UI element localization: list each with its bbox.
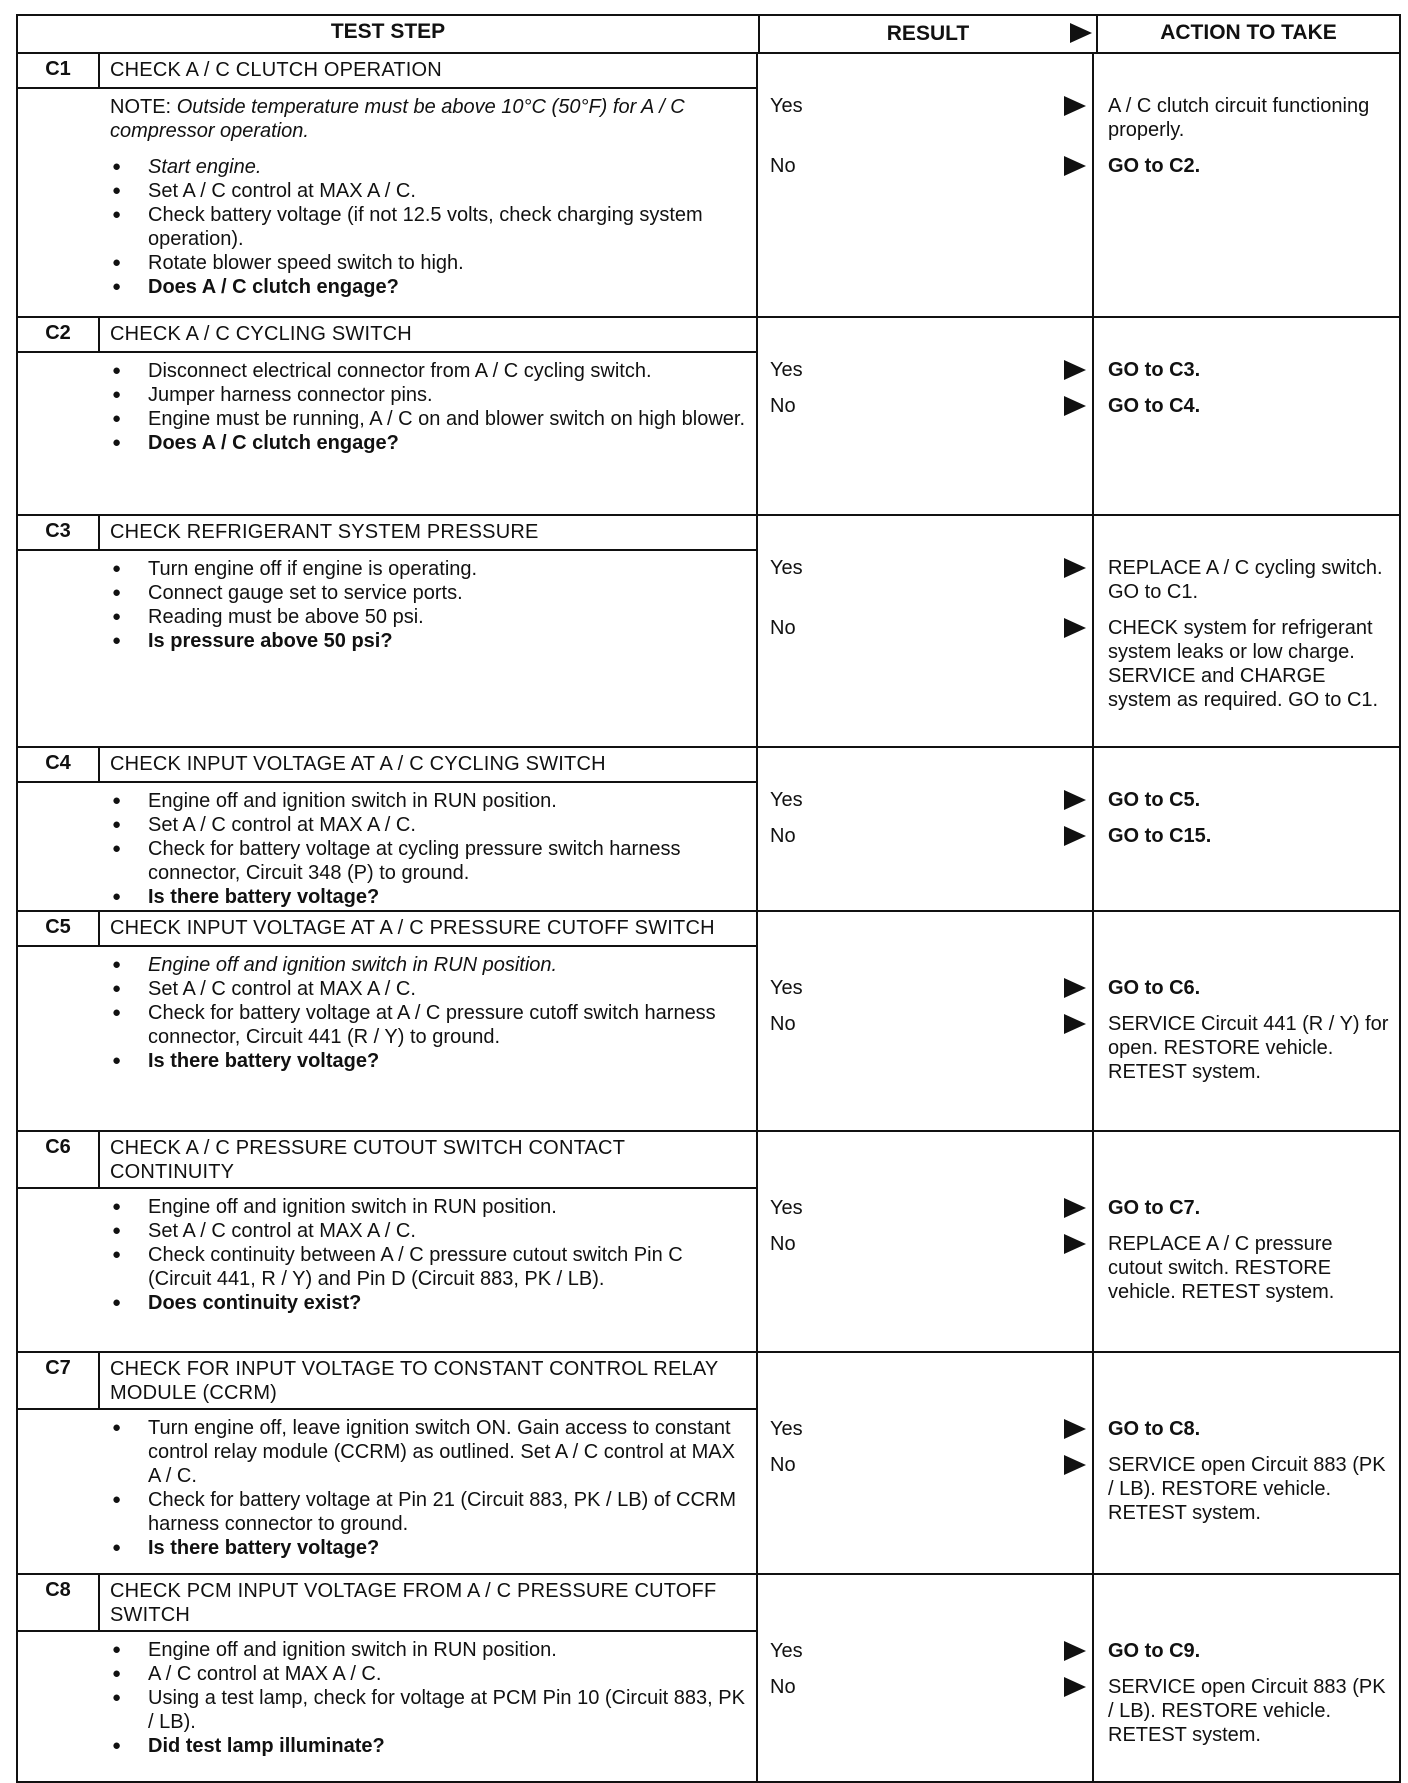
step-c4 xyxy=(18,748,1399,912)
list-item: ● Engine off and ignition switch in RUN position. xyxy=(110,1195,746,1219)
step-question: ● Is there battery voltage? xyxy=(110,1536,746,1560)
result-no: No xyxy=(770,395,796,417)
list-item: ● Check battery voltage (if not 12.5 volts, check charging system operation). xyxy=(110,203,746,251)
arrow-right-icon xyxy=(1064,1014,1086,1034)
list-item: ● Connect gauge set to service ports. xyxy=(110,581,746,605)
arrow-right-icon xyxy=(1064,790,1086,810)
step-c7 xyxy=(18,1353,1399,1575)
result-cell xyxy=(758,1132,1094,1351)
list-item: ● Engine off and ignition switch in RUN position. xyxy=(110,953,746,977)
list-item: ● Set A / C control at MAX A / C. xyxy=(110,179,746,203)
step-title: CHECK INPUT VOLTAGE AT A / C PRESSURE CUTOFF SWITCH xyxy=(110,917,715,939)
result-cell xyxy=(758,912,1094,1130)
action-cell xyxy=(1094,748,1399,910)
arrow-right-icon xyxy=(1064,978,1086,998)
list-item: ● Start engine. xyxy=(110,155,746,179)
action-yes: A / C clutch circuit functioning properly. xyxy=(1108,95,1370,141)
diagnostic-page xyxy=(16,14,1401,1783)
step-title: CHECK INPUT VOLTAGE AT A / C CYCLING SWITCH xyxy=(110,753,606,775)
result-header xyxy=(760,16,1098,52)
result-no: No xyxy=(770,155,796,177)
step-id: C4 xyxy=(18,748,100,781)
step-question: ● Is there battery voltage? xyxy=(110,1049,746,1073)
list-item: ● Disconnect electrical connector from A / C cycling switch. xyxy=(110,359,746,383)
step-question: ● Does A / C clutch engage? xyxy=(110,431,746,455)
step-bullets xyxy=(110,359,746,455)
action-yes: GO to C5. xyxy=(1108,789,1201,811)
result-no: No xyxy=(770,825,796,847)
action-no: REPLACE A / C pressure cutout switch. RESTORE vehicle. RETEST system. xyxy=(1108,1233,1335,1303)
result-yes: Yes xyxy=(770,1418,803,1440)
list-item: ● Engine off and ignition switch in RUN position. xyxy=(110,1638,746,1662)
result-cell xyxy=(758,54,1094,316)
step-id: C2 xyxy=(18,318,100,351)
arrow-right-icon xyxy=(1064,1641,1086,1661)
action-no: GO to C4. xyxy=(1108,395,1201,417)
step-id: C6 xyxy=(18,1132,100,1187)
list-item: ● Rotate blower speed switch to high. xyxy=(110,251,746,275)
action-cell xyxy=(1094,516,1399,746)
step-bullets xyxy=(110,789,746,909)
step-question: ● Is pressure above 50 psi? xyxy=(110,629,746,653)
result-no: No xyxy=(770,1454,796,1476)
step-title: CHECK A / C CLUTCH OPERATION xyxy=(110,59,442,81)
action-no: GO to C15. xyxy=(1108,825,1212,847)
step-bullets xyxy=(110,1416,746,1560)
action-no: SERVICE open Circuit 883 (PK / LB). RESTORE vehicle. RETEST system. xyxy=(1108,1676,1386,1746)
action-cell xyxy=(1094,1353,1399,1573)
arrow-right-icon xyxy=(1070,23,1092,43)
step-bullets xyxy=(110,1638,746,1758)
step-question: ● Does A / C clutch engage? xyxy=(110,275,746,299)
list-item: ● A / C control at MAX A / C. xyxy=(110,1662,746,1686)
list-item: ● Jumper harness connector pins. xyxy=(110,383,746,407)
arrow-right-icon xyxy=(1064,1419,1086,1439)
diagnostic-table xyxy=(16,14,1401,1783)
result-cell xyxy=(758,748,1094,910)
action-no: SERVICE Circuit 441 (R / Y) for open. RESTORE vehicle. RETEST system. xyxy=(1108,1013,1389,1083)
arrow-right-icon xyxy=(1064,558,1086,578)
step-bullets xyxy=(110,557,746,653)
result-yes: Yes xyxy=(770,789,803,811)
step-c2 xyxy=(18,318,1399,516)
action-cell xyxy=(1094,54,1399,316)
action-header: ACTION TO TAKE xyxy=(1160,21,1337,44)
step-title: CHECK PCM INPUT VOLTAGE FROM A / C PRESSURE CUTOFF SWITCH xyxy=(110,1580,717,1626)
step-c1 xyxy=(18,54,1399,318)
step-c5 xyxy=(18,912,1399,1132)
step-bullets xyxy=(110,1195,746,1315)
note-text: Outside temperature must be above 10°C (50°F) for A / C compressor operation. xyxy=(110,96,685,142)
result-cell xyxy=(758,1575,1094,1781)
action-yes: GO to C6. xyxy=(1108,977,1201,999)
list-item: ● Check for battery voltage at A / C pressure cutoff switch harness connector, Circuit 441 (R / Y) to ground. xyxy=(110,1001,746,1049)
action-cell xyxy=(1094,1575,1399,1781)
step-bullets xyxy=(110,953,746,1073)
action-cell xyxy=(1094,318,1399,514)
step-question: ● Is there battery voltage? xyxy=(110,885,746,909)
action-yes: GO to C7. xyxy=(1108,1197,1201,1219)
result-no: No xyxy=(770,1233,796,1255)
list-item: ● Check for battery voltage at Pin 21 (Circuit 883, PK / LB) of CCRM harness connector to ground. xyxy=(110,1488,746,1536)
arrow-right-icon xyxy=(1064,1198,1086,1218)
arrow-right-icon xyxy=(1064,618,1086,638)
result-no: No xyxy=(770,1013,796,1035)
list-item: ● Turn engine off if engine is operating. xyxy=(110,557,746,581)
result-yes: Yes xyxy=(770,1197,803,1219)
step-c8 xyxy=(18,1575,1399,1781)
action-cell xyxy=(1094,1132,1399,1351)
result-cell xyxy=(758,318,1094,514)
result-yes: Yes xyxy=(770,95,803,117)
step-question: ● Did test lamp illuminate? xyxy=(110,1734,746,1758)
list-item: ● Engine must be running, A / C on and blower switch on high blower. xyxy=(110,407,746,431)
result-cell xyxy=(758,516,1094,746)
list-item: ● Engine off and ignition switch in RUN position. xyxy=(110,789,746,813)
step-id: C8 xyxy=(18,1575,100,1630)
action-cell xyxy=(1094,912,1399,1130)
action-no: CHECK system for refrigerant system leaks or low charge. SERVICE and CHARGE system as required. GO to C1. xyxy=(1108,617,1379,711)
step-question: ● Does continuity exist? xyxy=(110,1291,746,1315)
arrow-right-icon xyxy=(1064,396,1086,416)
step-note xyxy=(110,95,746,143)
list-item: ● Set A / C control at MAX A / C. xyxy=(110,813,746,837)
result-no: No xyxy=(770,617,796,639)
action-no: GO to C2. xyxy=(1108,155,1201,177)
result-header-label: RESULT xyxy=(886,22,970,45)
result-cell xyxy=(758,1353,1094,1573)
action-yes: REPLACE A / C cycling switch. GO to C1. xyxy=(1108,557,1383,603)
result-no: No xyxy=(770,1676,796,1698)
step-id: C1 xyxy=(18,54,100,87)
result-yes: Yes xyxy=(770,977,803,999)
list-item: ● Set A / C control at MAX A / C. xyxy=(110,1219,746,1243)
step-title: CHECK A / C CYCLING SWITCH xyxy=(110,323,412,345)
test-step-header: TEST STEP xyxy=(18,16,760,52)
arrow-right-icon xyxy=(1064,156,1086,176)
step-title: CHECK A / C PRESSURE CUTOUT SWITCH CONTACT CONTINUITY xyxy=(110,1137,625,1183)
step-c3 xyxy=(18,516,1399,748)
action-yes: GO to C9. xyxy=(1108,1640,1201,1662)
arrow-right-icon xyxy=(1064,360,1086,380)
step-title: CHECK FOR INPUT VOLTAGE TO CONSTANT CONTROL RELAY MODULE (CCRM) xyxy=(110,1358,719,1404)
action-no: SERVICE open Circuit 883 (PK / LB). RESTORE vehicle. RETEST system. xyxy=(1108,1454,1386,1524)
list-item: ● Using a test lamp, check for voltage at PCM Pin 10 (Circuit 883, PK / LB). xyxy=(110,1686,746,1734)
step-c6 xyxy=(18,1132,1399,1353)
table-header xyxy=(18,16,1399,54)
arrow-right-icon xyxy=(1064,1455,1086,1475)
list-item: ● Check continuity between A / C pressure cutout switch Pin C (Circuit 441, R / Y) and Pin D (Circuit 883, PK / LB). xyxy=(110,1243,746,1291)
note-label: NOTE: xyxy=(110,96,172,118)
list-item: ● Reading must be above 50 psi. xyxy=(110,605,746,629)
step-id: C7 xyxy=(18,1353,100,1408)
arrow-right-icon xyxy=(1064,96,1086,116)
list-item: ● Set A / C control at MAX A / C. xyxy=(110,977,746,1001)
arrow-right-icon xyxy=(1064,1234,1086,1254)
list-item: ● Turn engine off, leave ignition switch ON. Gain access to constant control relay module (CCRM) as outlined. Set A / C control at MAX A / C. xyxy=(110,1416,746,1488)
list-item: ● Check for battery voltage at cycling pressure switch harness connector, Circuit 348 (P) to ground. xyxy=(110,837,746,885)
step-bullets xyxy=(110,155,746,299)
action-yes: GO to C3. xyxy=(1108,359,1201,381)
step-id: C3 xyxy=(18,516,100,549)
step-title: CHECK REFRIGERANT SYSTEM PRESSURE xyxy=(110,521,539,543)
step-id: C5 xyxy=(18,912,100,945)
result-yes: Yes xyxy=(770,1640,803,1662)
action-yes: GO to C8. xyxy=(1108,1418,1201,1440)
arrow-right-icon xyxy=(1064,826,1086,846)
result-yes: Yes xyxy=(770,557,803,579)
result-yes: Yes xyxy=(770,359,803,381)
arrow-right-icon xyxy=(1064,1677,1086,1697)
